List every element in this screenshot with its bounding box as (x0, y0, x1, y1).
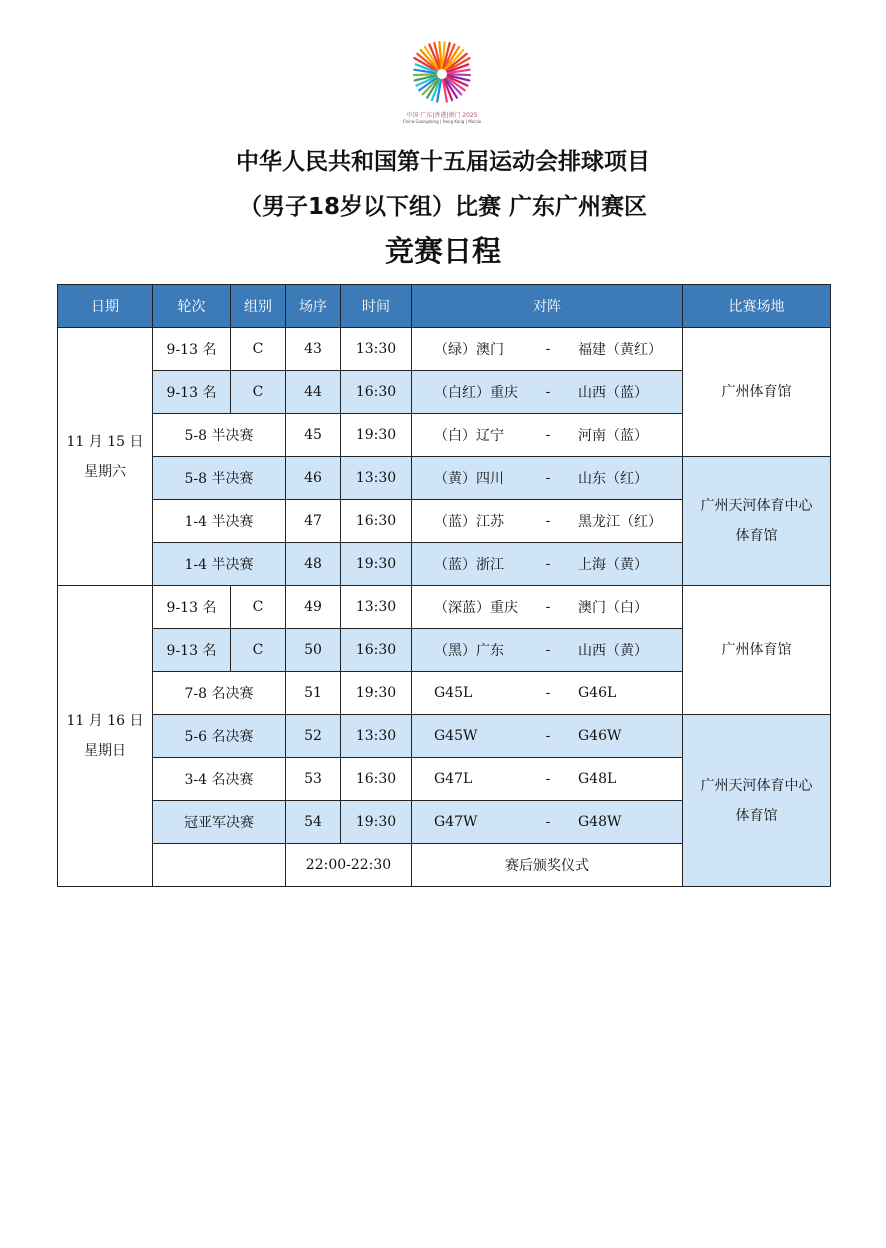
schedule-table (57, 284, 831, 887)
group-cell: C (231, 328, 286, 371)
match-no-cell: 44 (286, 371, 341, 414)
matchup-cell (412, 543, 683, 586)
date-cell (58, 586, 153, 887)
page-title-schedule: 竞赛日程 (384, 234, 501, 268)
team-right: 福建（黄红） (578, 342, 662, 358)
time-cell: 13:30 (341, 457, 412, 500)
round-cell: 5-8 半决赛 (153, 457, 286, 500)
ceremony-time-cell: 22:00-22:30 (286, 844, 412, 887)
round-cell: 5-8 半决赛 (153, 414, 286, 457)
team-left: （白）辽宁 (434, 428, 504, 444)
vs-dash: - (545, 771, 551, 787)
venue-cell: 广州体育馆 (683, 586, 831, 715)
time-cell: 13:30 (341, 328, 412, 371)
matchup-cell (412, 629, 683, 672)
matchup-cell (412, 328, 683, 371)
team-left: G45W (434, 728, 478, 744)
round-cell: 冠亚军决赛 (153, 801, 286, 844)
round-cell: 9-13 名 (153, 586, 231, 629)
header-round: 轮次 (153, 285, 231, 328)
time-cell: 16:30 (341, 758, 412, 801)
round-cell: 9-13 名 (153, 629, 231, 672)
vs-dash: - (545, 685, 551, 701)
matchup-cell (412, 758, 683, 801)
match-no-cell: 49 (286, 586, 341, 629)
match-no-cell: 51 (286, 672, 341, 715)
team-left: G47L (434, 771, 473, 787)
venue-line2: 体育馆 (735, 807, 778, 824)
matchup-cell (412, 586, 683, 629)
round-cell: 3-4 名决赛 (153, 758, 286, 801)
header-venue: 比赛场地 (683, 285, 831, 328)
vs-dash: - (545, 814, 551, 830)
team-right: 山东（红） (578, 471, 648, 487)
team-right: 澳门（白） (578, 600, 648, 616)
team-right: 山西（蓝） (578, 385, 648, 401)
table-row (58, 715, 831, 758)
round-cell: 5-6 名决赛 (153, 715, 286, 758)
vs-dash: - (545, 556, 551, 572)
group-cell: C (231, 371, 286, 414)
games-logo (393, 30, 491, 130)
match-no-cell: 48 (286, 543, 341, 586)
venue-line1: 广州天河体育中心 (700, 498, 813, 514)
round-cell: 1-4 半决赛 (153, 543, 286, 586)
ceremony-event-cell: 赛后颁奖仪式 (412, 844, 683, 887)
team-right: G46W (578, 728, 622, 744)
team-right: 河南（蓝） (578, 428, 648, 444)
header-matchup: 对阵 (412, 285, 683, 328)
vs-dash: - (545, 728, 551, 744)
team-right: 山西（黄） (578, 643, 648, 659)
team-left: （蓝）浙江 (434, 557, 504, 573)
venue-line2: 体育馆 (735, 528, 778, 544)
vs-dash: - (545, 341, 551, 357)
match-no-cell: 52 (286, 715, 341, 758)
time-cell: 19:30 (341, 414, 412, 457)
round-cell: 7-8 名决赛 (153, 672, 286, 715)
date-text: 11 月 15 日 (66, 433, 144, 450)
team-right: 上海（黄） (578, 557, 648, 573)
round-cell: 9-13 名 (153, 328, 231, 371)
match-no-cell: 46 (286, 457, 341, 500)
match-no-cell: 50 (286, 629, 341, 672)
vs-dash: - (545, 599, 551, 615)
table-row (58, 586, 831, 629)
time-cell: 16:30 (341, 371, 412, 414)
time-cell: 19:30 (341, 672, 412, 715)
venue-cell: 广州体育馆 (683, 328, 831, 457)
group-cell: C (231, 629, 286, 672)
vs-dash: - (545, 384, 551, 400)
page-title-line1: 中华人民共和国第十五届运动会排球项目 (236, 149, 650, 175)
weekday-text: 星期日 (84, 743, 126, 759)
matchup-cell (412, 457, 683, 500)
venue-cell (683, 457, 831, 586)
team-left: （白红）重庆 (434, 385, 518, 401)
vs-dash: - (545, 513, 551, 529)
matchup-cell (412, 500, 683, 543)
date-cell (58, 328, 153, 586)
team-left: G45L (434, 685, 473, 701)
time-cell: 13:30 (341, 715, 412, 758)
time-cell: 16:30 (341, 629, 412, 672)
time-cell: 19:30 (341, 543, 412, 586)
time-cell: 16:30 (341, 500, 412, 543)
team-right: G48W (578, 814, 622, 830)
empty-cell (153, 844, 286, 887)
team-left: G47W (434, 814, 478, 830)
page-title-line2: （男子18岁以下组）比赛 广东广州赛区 (238, 194, 647, 220)
matchup-cell (412, 414, 683, 457)
table-row (58, 328, 831, 371)
team-left: （黑）广东 (434, 643, 504, 659)
team-left: （黄）四川 (434, 471, 504, 487)
date-text: 11 月 16 日 (66, 713, 144, 729)
fan-logo-icon (393, 30, 491, 112)
team-right: 黑龙江（红） (578, 514, 662, 530)
match-no-cell: 47 (286, 500, 341, 543)
venue-cell (683, 715, 831, 887)
time-cell: 13:30 (341, 586, 412, 629)
vs-dash: - (545, 470, 551, 486)
round-cell: 9-13 名 (153, 371, 231, 414)
round-cell: 1-4 半决赛 (153, 500, 286, 543)
matchup-cell (412, 715, 683, 758)
team-left: （绿）澳门 (434, 342, 504, 358)
header-group: 组别 (231, 285, 286, 328)
match-no-cell: 45 (286, 414, 341, 457)
header-date: 日期 (58, 285, 153, 328)
venue-line1: 广州天河体育中心 (700, 777, 813, 794)
matchup-cell (412, 801, 683, 844)
match-no-cell: 43 (286, 328, 341, 371)
vs-dash: - (545, 642, 551, 658)
team-left: （蓝）江苏 (434, 514, 504, 530)
team-left: （深蓝）重庆 (434, 600, 518, 616)
team-right: G48L (578, 771, 617, 787)
header-match-no: 场序 (286, 285, 341, 328)
time-cell: 19:30 (341, 801, 412, 844)
matchup-cell (412, 672, 683, 715)
table-header-row (58, 285, 831, 328)
match-no-cell: 53 (286, 758, 341, 801)
header-time: 时间 (341, 285, 412, 328)
logo-subtext: China·Guangdong | Hong Kong | Macao (402, 119, 482, 124)
group-cell: C (231, 586, 286, 629)
match-no-cell: 54 (286, 801, 341, 844)
vs-dash: - (545, 427, 551, 443)
matchup-cell (412, 371, 683, 414)
weekday-text: 星期六 (84, 463, 126, 480)
team-right: G46L (578, 685, 617, 701)
logo-text: 中国·广东|香港|澳门 2025 (406, 112, 478, 119)
table-row (58, 457, 831, 500)
